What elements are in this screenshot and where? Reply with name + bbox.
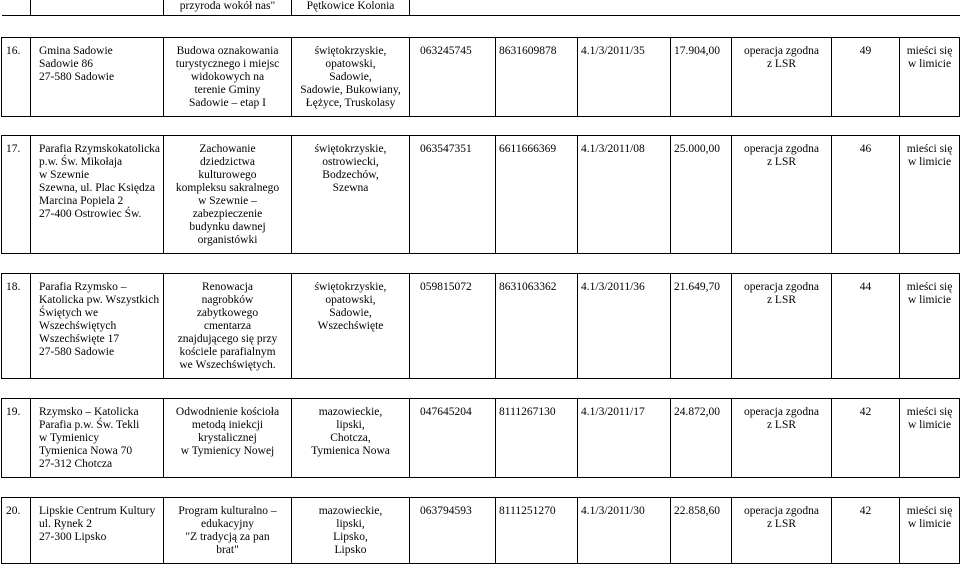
table-row <box>2 274 960 379</box>
cell-title: Odwodnienie kościoła metodą iniekcji krystalicznej w Tymienicy Nowej <box>164 399 292 478</box>
cell-limit: mieści się w limicie <box>900 498 960 564</box>
row-spacer <box>2 117 960 136</box>
cell-applicant: Gmina Sadowie Sadowie 86 27-580 Sadowie <box>31 38 164 117</box>
cell-decision: operacja zgodna z LSR <box>732 136 832 254</box>
cell-location: mazowieckie, lipski, Chotcza, Tymienica Nowa <box>292 399 410 478</box>
cell-limit: mieści się w limicie <box>900 274 960 379</box>
cell-nip: 8111251270 <box>496 498 578 564</box>
row-spacer <box>2 478 960 498</box>
applications-table <box>1 0 960 564</box>
table-row <box>2 136 960 254</box>
cell-regon: 063245745 <box>410 38 496 117</box>
cell-number: 18. <box>2 274 31 379</box>
cell-contract: 4.1/3/2011/36 <box>578 274 671 379</box>
cell-amount: 25.000,00 <box>671 136 732 254</box>
cell-nip: 8111267130 <box>496 399 578 478</box>
table-row <box>2 399 960 478</box>
table-row-continued <box>2 0 960 16</box>
cell-decision: operacja zgodna z LSR <box>732 498 832 564</box>
cell-location: świętokrzyskie, opatowski, Sadowie, Sadowie, Bukowiany, Łężyce, Truskolasy <box>292 38 410 117</box>
table-row <box>2 498 960 564</box>
cell-decision: operacja zgodna z LSR <box>732 38 832 117</box>
cell-regon: 047645204 <box>410 399 496 478</box>
table-row <box>2 38 960 117</box>
cell-contract: 4.1/3/2011/17 <box>578 399 671 478</box>
cell-regon: 059815072 <box>410 274 496 379</box>
cell-location-continued: Pętkowice Kolonia <box>292 0 410 16</box>
row-spacer <box>2 16 960 38</box>
cell-limit: mieści się w limicie <box>900 399 960 478</box>
cell-limit: mieści się w limicie <box>900 136 960 254</box>
cell-contract: 4.1/3/2011/30 <box>578 498 671 564</box>
cell-title: Zachowanie dziedzictwa kulturowego kompleksu sakralnego w Szewnie – zabezpieczenie budynku dawnej organistówki <box>164 136 292 254</box>
cell-regon: 063547351 <box>410 136 496 254</box>
cell-points: 42 <box>832 399 900 478</box>
cell-amount: 17.904,00 <box>671 38 732 117</box>
cell-nip: 6611666369 <box>496 136 578 254</box>
row-spacer <box>2 379 960 399</box>
cell-number: 20. <box>2 498 31 564</box>
cell-applicant: Parafia Rzymsko – Katolicka pw. Wszystkich Świętych we Wszechświętych Wszechświęte 17 27-580 Sadowie <box>31 274 164 379</box>
cell-applicant: Rzymsko – Katolicka Parafia p.w. Św. Tekli w Tymienicy Tymienica Nowa 70 27-312 Chotcza <box>31 399 164 478</box>
row-spacer <box>2 254 960 274</box>
cell-number: 19. <box>2 399 31 478</box>
cell-title: Renowacja nagrobków zabytkowego cmentarza znajdującego się przy kościele parafialnym we Wszechświętych. <box>164 274 292 379</box>
cell-points: 49 <box>832 38 900 117</box>
cell-amount: 24.872,00 <box>671 399 732 478</box>
table-body <box>2 0 960 564</box>
cell-applicant: Parafia Rzymskokatolicka p.w. Św. Mikołaja w Szewnie Szewna, ul. Plac Księdza Marcina Popiela 2 27-400 Ostrowiec Św. <box>31 136 164 254</box>
cell-amount: 21.649,70 <box>671 274 732 379</box>
cell-title-continued: przyroda wokół nas" <box>164 0 292 16</box>
cell-regon: 063794593 <box>410 498 496 564</box>
cell-points: 44 <box>832 274 900 379</box>
cell-location: świętokrzyskie, opatowski, Sadowie, Wszechświęte <box>292 274 410 379</box>
cell-amount: 22.858,60 <box>671 498 732 564</box>
cell-applicant: Lipskie Centrum Kultury ul. Rynek 2 27-300 Lipsko <box>31 498 164 564</box>
cell-number: 16. <box>2 38 31 117</box>
cell-title: Budowa oznakowania turystycznego i miejsc widokowych na terenie Gminy Sadowie – etap I <box>164 38 292 117</box>
cell-decision: operacja zgodna z LSR <box>732 274 832 379</box>
cell-location: mazowieckie, lipski, Lipsko, Lipsko <box>292 498 410 564</box>
cell-location: świętokrzyskie, ostrowiecki, Bodzechów, Szewna <box>292 136 410 254</box>
cell-decision: operacja zgodna z LSR <box>732 399 832 478</box>
cell-title: Program kulturalno – edukacyjny "Z tradycją za pan brat" <box>164 498 292 564</box>
cell-points: 46 <box>832 136 900 254</box>
cell-contract: 4.1/3/2011/35 <box>578 38 671 117</box>
cell-limit: mieści się w limicie <box>900 38 960 117</box>
cell-nip: 8631063362 <box>496 274 578 379</box>
cell-nip: 8631609878 <box>496 38 578 117</box>
cell-contract: 4.1/3/2011/08 <box>578 136 671 254</box>
cell-points: 42 <box>832 498 900 564</box>
cell-number: 17. <box>2 136 31 254</box>
